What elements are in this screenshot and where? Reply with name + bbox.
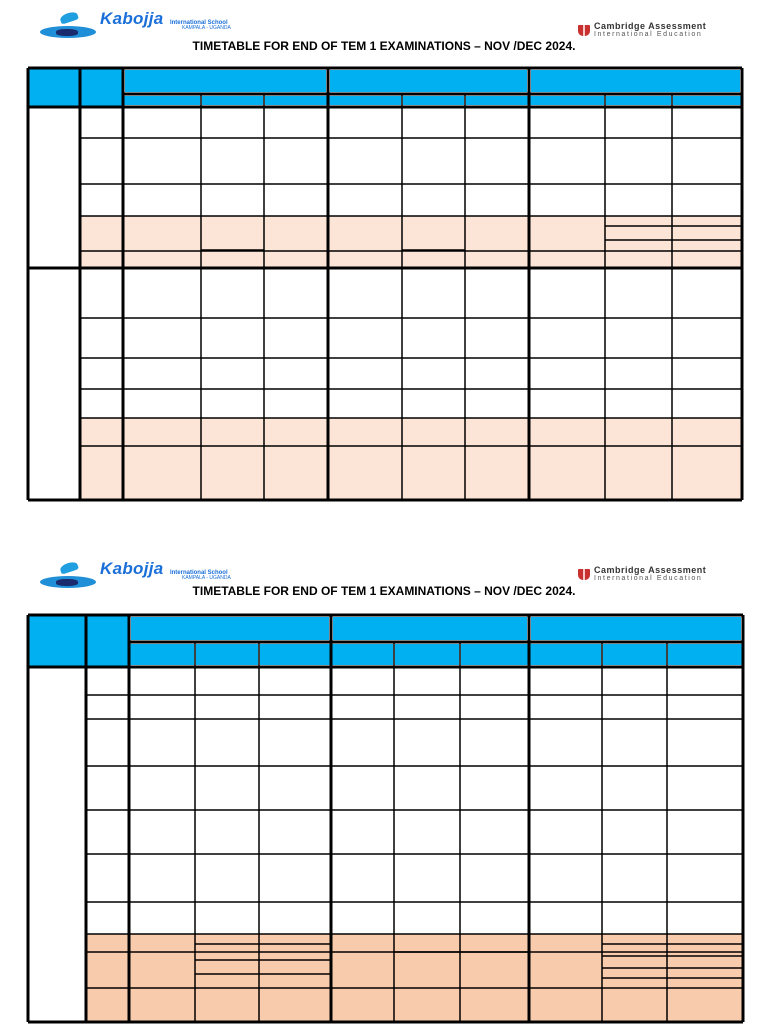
school-location: KAMPALA - UGANDA [182,25,231,31]
header-cell-class [403,96,464,105]
cambridge-subtitle: International Education [594,31,703,38]
header-cell-class [530,644,601,665]
break-row-fill [80,216,742,268]
cambridge-name: Cambridge Assessment [594,565,707,575]
school-location: KAMPALA - UGANDA [182,575,231,581]
timetable-page-2 [0,548,768,1024]
header-cell-class [668,644,742,665]
header-cell-class [332,644,393,665]
header-cell-time [86,615,129,667]
header-cell-class [395,644,459,665]
cambridge-subtitle: International Education [594,575,703,582]
page-title: TIMETABLE FOR END OF TEM 1 EXAMINATIONS – NOV /DEC 2024. [192,39,576,53]
header-cell-day-group [531,617,741,640]
header-cell-class [265,96,327,105]
school-subtitle: International School [169,570,228,576]
header-cell-class [603,644,666,665]
header-cell-day-group [125,70,326,92]
header-cell-time [80,68,123,107]
header-cell-day-group [330,70,527,92]
page-title: TIMETABLE FOR END OF TEM 1 EXAMINATIONS – NOV /DEC 2024. [192,584,576,598]
school-name: Kabojja [100,9,164,28]
header-cell-class [466,96,528,105]
header-cell-class [260,644,330,665]
header-cell-class [329,96,401,105]
header-cell-class [606,96,671,105]
header-cell-class [124,96,200,105]
header-cell-day [28,615,86,667]
header-cell-class [461,644,528,665]
header-cell-day-group [333,617,527,640]
header-cell-class [130,644,194,665]
header-cell-day-group [131,617,329,640]
header-cell-day [28,68,80,107]
header-cell-class [673,96,741,105]
header-cell-day-group [531,70,740,92]
timetable-grid [0,548,768,1024]
school-subtitle: International School [169,20,228,26]
cambridge-name: Cambridge Assessment [594,21,707,31]
break-row-fill [80,418,742,500]
header-cell-class [196,644,258,665]
header-cell-class [202,96,263,105]
header-cell-class [530,96,604,105]
school-name: Kabojja [100,559,164,578]
